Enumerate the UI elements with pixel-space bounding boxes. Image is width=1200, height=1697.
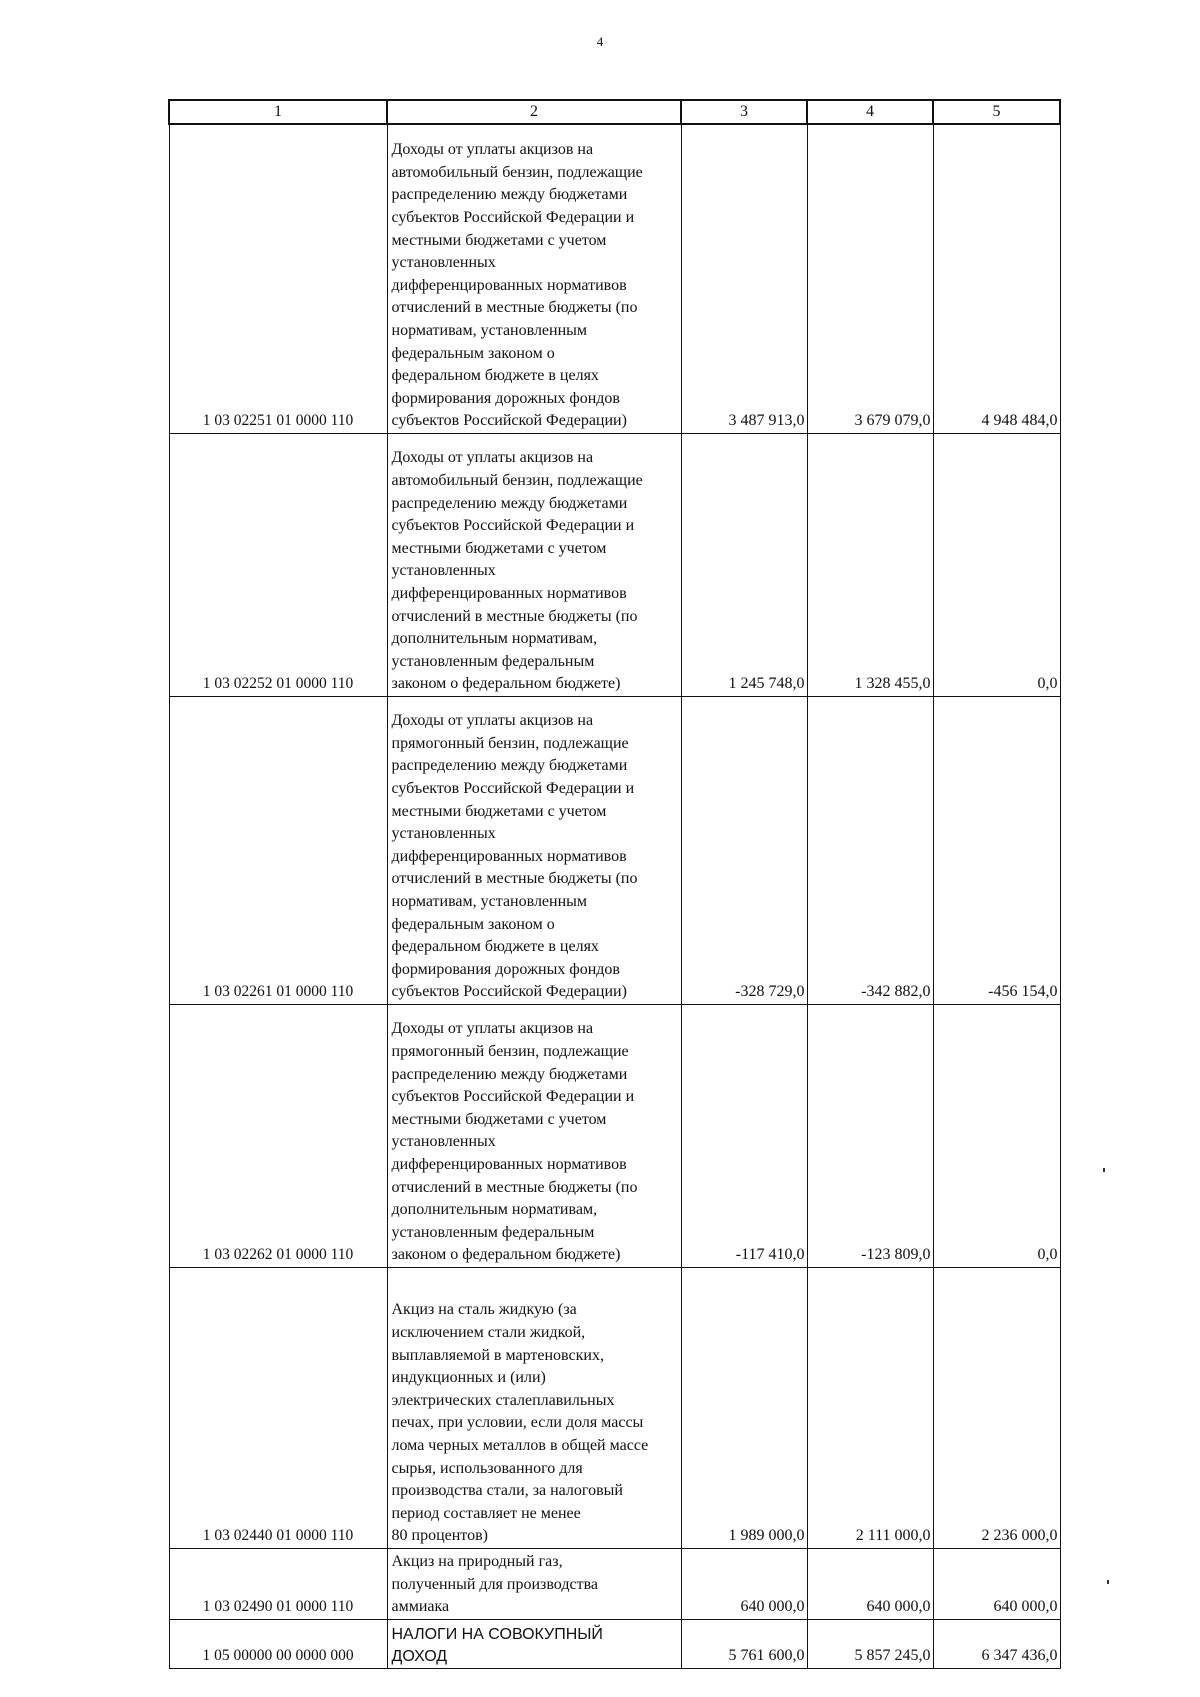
table-row [169,1005,1060,1268]
table-row [169,434,1060,697]
table-row [169,1620,1060,1669]
description-line: местными бюджетами с учетом [391,802,607,820]
description-line: установленным федеральным [391,1223,595,1241]
description-cell [387,434,681,697]
description-line: субъектов Российской Федерации) [391,983,627,1001]
description-line: субъектов Российской Федерации) [391,412,627,430]
description-line: Доходы от уплаты акцизов на [391,449,594,467]
description-line: отчислений в местные бюджеты (по [391,1178,638,1196]
description-line: Акциз на сталь жидкую (за [391,1301,577,1319]
description-line: формирования дорожных фондов [391,960,620,978]
description-line: установленных [391,1133,496,1151]
amount-col3-cell: 640 000,0 [681,1549,807,1620]
description-line: ДОХОД [391,1648,448,1665]
amount-col3-cell: -117 410,0 [681,1005,807,1268]
description-line: выплавляемой в мартеновских, [391,1346,604,1364]
table-body [169,124,1060,1669]
description-line: лома черных металлов в общей массе [391,1437,649,1455]
header-col-5: 5 [933,100,1060,124]
description-line: нормативам, установленным [391,322,588,340]
description-line: субъектов Российской Федерации и [391,780,635,798]
description-line: формирования дорожных фондов [391,389,620,407]
header-row [169,100,1060,124]
description-line: дополнительным нормативам, [391,630,598,648]
description-line: субъектов Российской Федерации и [391,517,635,535]
amount-col5-cell: 2 236 000,0 [933,1268,1060,1549]
description-line: федеральном бюджете в целях [391,367,599,385]
description-line: дифференцированных нормативов [391,847,627,865]
description-line: 80 процентов) [391,1527,488,1545]
table-header [169,100,1060,124]
description-line: Доходы от уплаты акцизов на [391,141,594,159]
description-cell [387,1549,681,1620]
description-line: автомобильный бензин, подлежащие [391,472,643,490]
description-line: исключением стали жидкой, [391,1324,586,1342]
table-row [169,1268,1060,1549]
amount-col4-cell: 5 857 245,0 [807,1620,933,1669]
description-line: прямогонный бензин, подлежащие [391,734,629,752]
budget-code-cell: 1 05 00000 00 0000 000 [169,1620,387,1669]
amount-col4-cell: 2 111 000,0 [807,1268,933,1549]
description-line: полученный для производства [391,1575,599,1593]
description-cell [387,124,681,434]
table-row [169,1549,1060,1620]
description-line: Акциз на природный газ, [391,1553,563,1571]
table-row [169,697,1060,1005]
amount-col4-cell: -123 809,0 [807,1005,933,1268]
description-line: распределению между бюджетами [391,757,628,775]
header-col-2: 2 [387,100,681,124]
description-line: местными бюджетами с учетом [391,231,607,249]
amount-col3-cell: 1 245 748,0 [681,434,807,697]
budget-code-cell: 1 03 02252 01 0000 110 [169,434,387,697]
amount-col3-cell: 1 989 000,0 [681,1268,807,1549]
amount-col4-cell: -342 882,0 [807,697,933,1005]
amount-col3-cell: -328 729,0 [681,697,807,1005]
header-col-4: 4 [807,100,933,124]
amount-col3-cell: 5 761 600,0 [681,1620,807,1669]
description-line: электрических сталеплавильных [391,1391,615,1409]
budget-code-cell: 1 03 02261 01 0000 110 [169,697,387,1005]
scan-mark [1107,1580,1109,1584]
amount-col5-cell: -456 154,0 [933,697,1060,1005]
description-line: дифференцированных нормативов [391,276,627,294]
description-line: распределению между бюджетами [391,1065,628,1083]
description-line: распределению между бюджетами [391,186,628,204]
page-number: 4 [596,34,604,49]
amount-col5-cell: 640 000,0 [933,1549,1060,1620]
description-line: НАЛОГИ НА СОВОКУПНЫЙ [391,1626,603,1643]
description-cell [387,1005,681,1268]
description-line: субъектов Российской Федерации и [391,209,635,227]
description-line: индукционных и (или) [391,1369,546,1387]
description-line: местными бюджетами с учетом [391,539,607,557]
description-line: установленных [391,562,496,580]
description-line: распределению между бюджетами [391,494,628,512]
description-line: автомобильный бензин, подлежащие [391,163,643,181]
description-line: Доходы от уплаты акцизов на [391,1020,594,1038]
amount-col5-cell: 0,0 [933,1005,1060,1268]
description-line: отчислений в местные бюджеты (по [391,607,638,625]
description-line: местными бюджетами с учетом [391,1110,607,1128]
description-cell [387,697,681,1005]
description-line: дифференцированных нормативов [391,585,627,603]
budget-code-cell: 1 03 02262 01 0000 110 [169,1005,387,1268]
description-line: Доходы от уплаты акцизов на [391,712,594,730]
amount-col4-cell: 3 679 079,0 [807,124,933,434]
description-line: установленным федеральным [391,652,595,670]
amount-col5-cell: 0,0 [933,434,1060,697]
scan-mark [1103,1168,1105,1172]
description-line: законом о федеральном бюджете) [391,675,621,693]
description-line: субъектов Российской Федерации и [391,1088,635,1106]
description-line: прямогонный бензин, подлежащие [391,1043,629,1061]
amount-col3-cell: 3 487 913,0 [681,124,807,434]
amount-col5-cell: 4 948 484,0 [933,124,1060,434]
description-line: законом о федеральном бюджете) [391,1246,621,1264]
amount-col4-cell: 640 000,0 [807,1549,933,1620]
description-line: сырья, использованного для [391,1459,583,1477]
description-line: отчислений в местные бюджеты (по [391,870,638,888]
table-row [169,124,1060,434]
amount-col4-cell: 1 328 455,0 [807,434,933,697]
description-cell [387,1268,681,1549]
description-line: федеральным законом о [391,915,555,933]
description-line: аммиака [391,1598,450,1616]
header-col-1: 1 [169,100,387,124]
revenue-table [168,99,1061,1669]
amount-col5-cell: 6 347 436,0 [933,1620,1060,1669]
description-line: федеральном бюджете в целях [391,938,599,956]
description-line: установленных [391,254,496,272]
description-cell [387,1620,681,1669]
description-line: период составляет не менее [391,1504,581,1522]
header-col-3: 3 [681,100,807,124]
description-line: федеральным законом о [391,344,555,362]
budget-code-cell: 1 03 02440 01 0000 110 [169,1268,387,1549]
description-line: производства стали, за налоговый [391,1482,623,1500]
budget-code-cell: 1 03 02251 01 0000 110 [169,124,387,434]
description-line: отчислений в местные бюджеты (по [391,299,638,317]
description-line: дополнительным нормативам, [391,1201,598,1219]
description-line: печах, при условии, если доля массы [391,1414,644,1432]
description-line: установленных [391,825,496,843]
description-line: дифференцированных нормативов [391,1156,627,1174]
description-line: нормативам, установленным [391,893,588,911]
budget-code-cell: 1 03 02490 01 0000 110 [169,1549,387,1620]
